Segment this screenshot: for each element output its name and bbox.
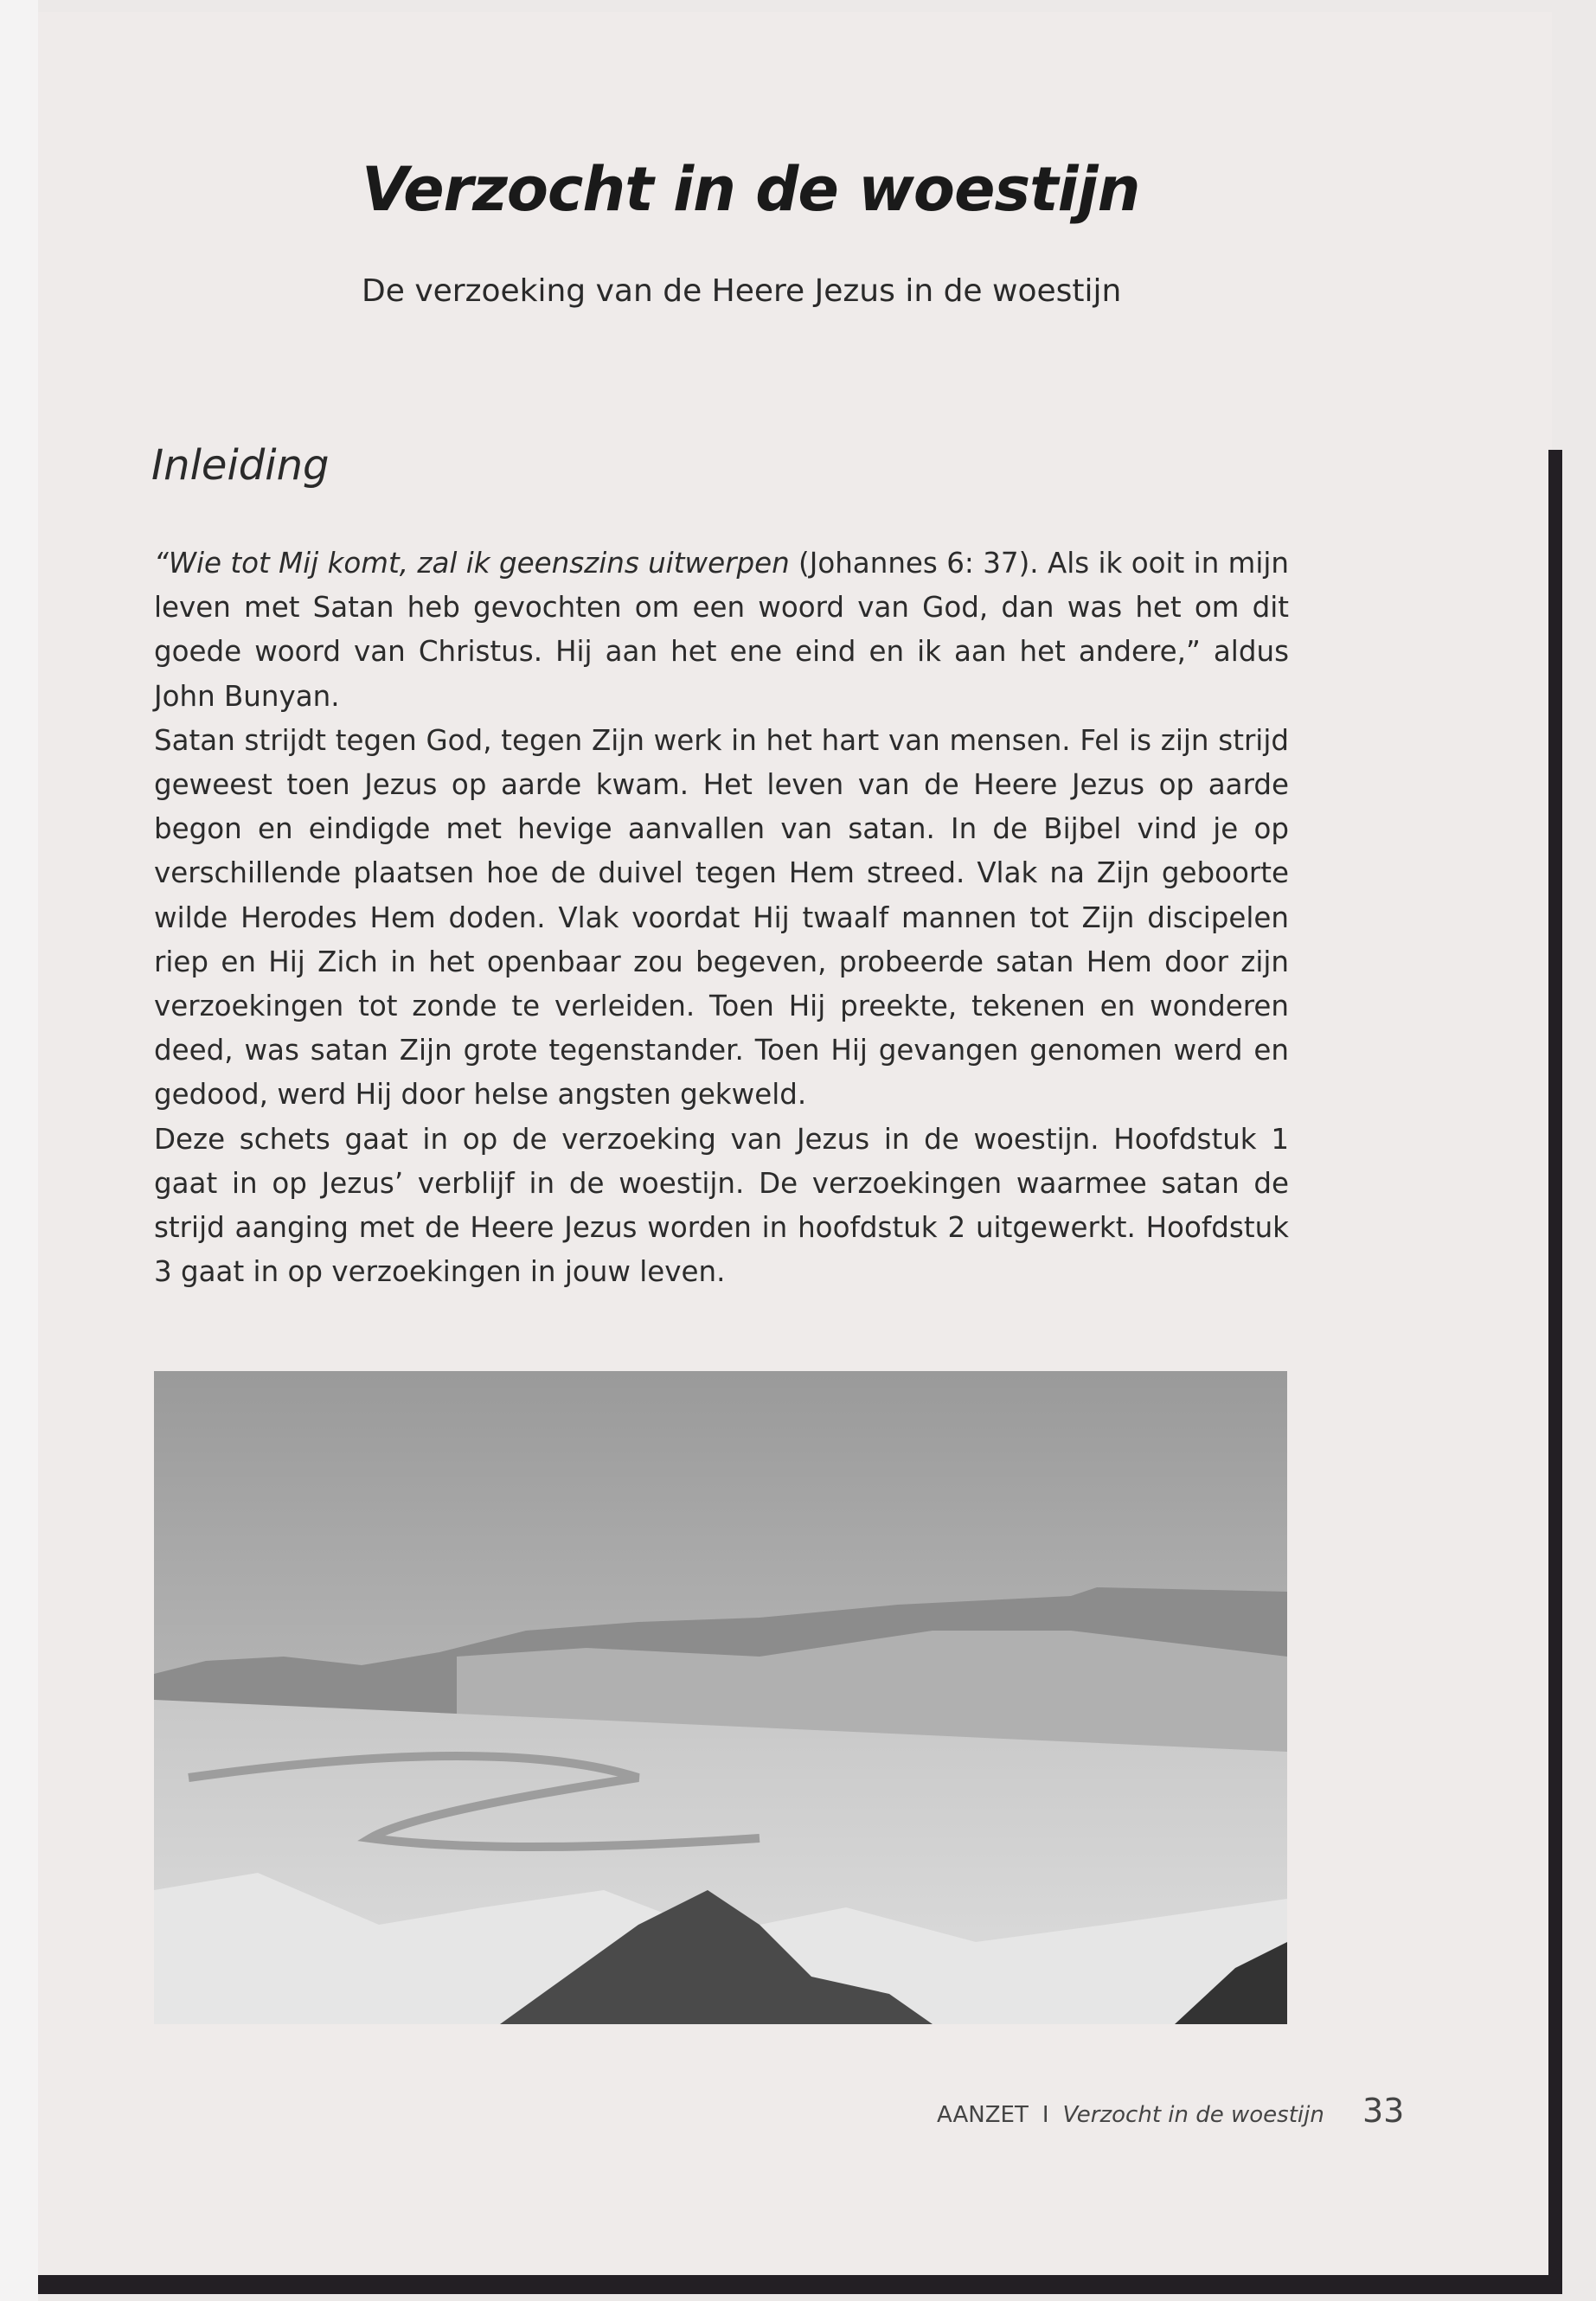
paragraph-3: Deze schets gaat in op de verzoeking van Jezus in de woestijn. Hoofdstuk 1 gaat in op Jezus’ verblijf in de woestijn. De verzoekingen waarmee satan de strijd aanging met de Heere Jezus worden in hoofdstuk 2 uitgewerkt. Hoofdstuk 3 gaat in op verzoekingen in jouw leven. [154,1122,1289,1289]
scan-margin [0,0,38,2301]
running-footer [937,2102,1324,2128]
body-text [154,542,1289,1294]
chapter-name: Verzocht in de woestijn [1062,2102,1324,2128]
paragraph-1: “Wie tot Mij komt, zal ik geenszins uitwerpen (Johannes 6: 37). Als ik ooit in mijn leven met Satan heb gevochten om een woord van God, dan was het om dit goede woord van Christus. Hij aan het ene eind en ik aan het andere,” aldus John Bunyan. [154,547,1289,713]
page-title: Verzocht in de woestijn [362,154,1140,225]
page-edge-right [1548,450,1562,2284]
paragraph-2: Satan strijdt tegen God, tegen Zijn werk in het hart van mensen. Fel is zijn strijd geweest toen Jezus op aarde kwam. Het leven van de Heere Jezus op aarde begon en eindigde met hevige aanvallen van satan. In de Bijbel vind je op verschillende plaatsen hoe de duivel tegen Hem streed. Vlak na Zijn geboorte wilde Herodes Hem doden. Vlak voordat Hij twaalf mannen tot Zijn discipelen riep en Hij Zich in het openbaar zou begeven, probeerde satan Hem door zijn verzoekingen tot zonde te verleiden. Toen Hij preekte, tekenen en wonderen deed, was satan Zijn grote tegenstander. Toen Hij gevangen genomen werd en gedood, werd Hij door helse angsten gekweld. [154,723,1289,1112]
page-subtitle: De verzoeking van de Heere Jezus in de woestijn [362,273,1122,309]
section-heading: Inleiding [151,441,330,490]
series-name: AANZET [937,2102,1029,2128]
page-edge-bottom [38,2275,1562,2294]
bible-quote: “Wie tot Mij komt, zal ik geenszins uitwerpen [154,547,790,580]
desert-photo [154,1371,1287,2024]
page-number: 33 [1362,2092,1405,2130]
footer-separator: I [1042,2102,1049,2128]
